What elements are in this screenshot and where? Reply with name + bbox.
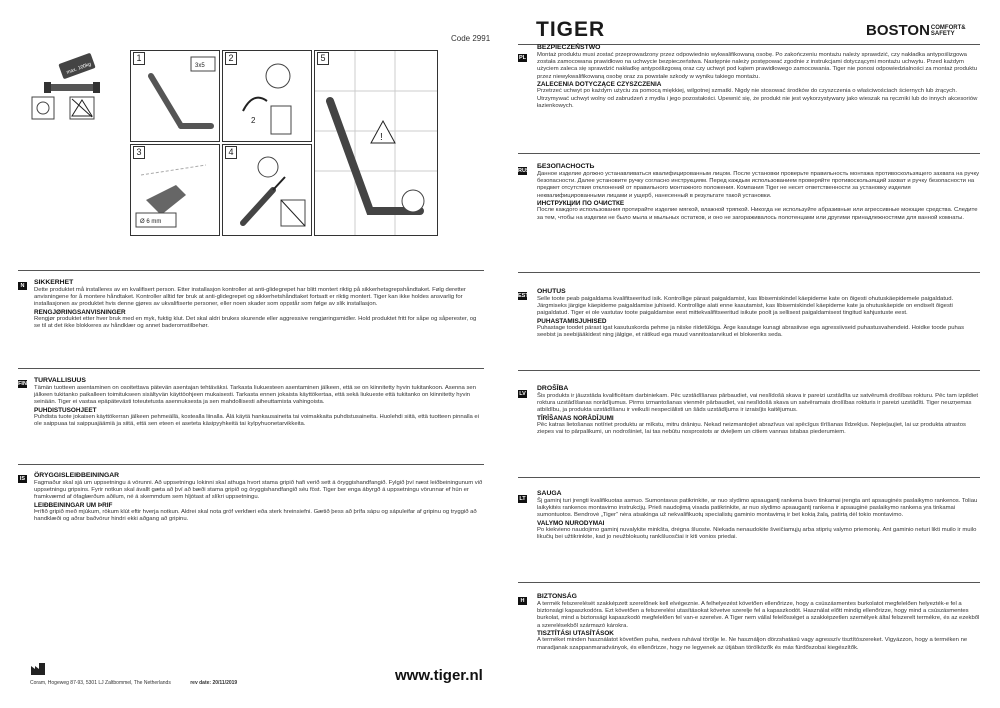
section-title: БЕЗОПАСНОСТЬ bbox=[537, 163, 595, 170]
step-number: 5 bbox=[317, 52, 329, 65]
section-title: SIKKERHET bbox=[34, 279, 74, 286]
section-title: BIZTONSÁG bbox=[537, 593, 577, 600]
section-body-2: После каждого использования протирайте изделие мягкой, влажной тряпкой. Никогда не используйте абразивные или агрессивные моющие средства. Следите за тем, чтобы на изделии не было мыла и мыльных остатков, и оно не загораживалось полотенцами или другими принадлежностями для ванной комнаты. bbox=[537, 207, 978, 221]
step-3-panel bbox=[130, 144, 220, 236]
section-body-2: A terméket minden használatot követően puha, nedves ruhával törölje le. Ne használjon dörzshatású vagy agresszív tisztítószereket. Vigyázzon, hogy a terméken ne maradjanak szappanmaradványok, és ellenőrizze, hogy ne legyenek az útjában törölközők és más fürdőszobai kiegészítők. bbox=[537, 637, 968, 651]
section-pl bbox=[537, 44, 980, 110]
revision-date: rev date: 20/11/2019 bbox=[190, 680, 238, 686]
section-subtitle: PUHDISTUSOHJEET bbox=[34, 406, 97, 414]
section-no bbox=[34, 279, 484, 331]
section-body: A termék felszerelését szakképzett szerelőnek kell elvégeznie. A felhelyezést követően ellenőrizze, hogy a csúszásmentes burkolatot megfelelően helyezték-e fel a biztonsági kapaszkodóra. Ezt követően a felszerelési utasításokat követve szerelje fel a kapaszkodót. Használat előtt mindig ellenőrizze, hogy mind a csúszásmentes burkolat, mind a biztonsági kapaszkodó megfelelően fel van-e szerelve. A Tiger nem vállal felelősséget a szakképzetlen személyek által felszerelt termékre, és az ezekből a szerelésekből származó károkra. bbox=[537, 601, 980, 629]
section-body: Selle toote peab paigaldama kvalifitseeritud isik. Kontrollige pärast paigaldamist, kas libisemiskindel käepideme kate on õigesti ohutuskäepidemele paigaldatud. Järgmiseks järgige käepideme paigaldamise juhiseid. Kontrollige alati enne kasutamist, kas libisemiskindel käepideme kate ja ohutuskäepide on endiselt õigesti paigaldatud. Tiger ei ole vastutav toote paigaldamise eest mittekvalifitseeritud isikute poolt ja sellisest paigaldamisest tingitud kahjustuste eest. bbox=[537, 296, 954, 317]
lang-code-rus: RUS bbox=[518, 168, 530, 174]
max-load-label: max. 100kg bbox=[65, 61, 93, 76]
lang-code-lv: LV bbox=[519, 391, 526, 397]
section-body: Dette produktet må installeres av en kvalifisert person. Etter installasjon kontroller at anti-glidegrepet har blitt montert riktig på sikkerhetsgrepshåndtaket. Følg deretter anvisningene for å montere håndtaket. Kontroller alltid før bruk at anti-glidegrepet og sikkerhetshåndtaket fortsatt er riktig montert. Tiger kan ikke holdes ansvarlig for installasjonen av produktet hvis denne gjøres av ukvalifiserte personer, eller noen skader som oppstår som følge av slik installasjon. bbox=[34, 287, 466, 308]
website-link[interactable]: www.tiger.nl bbox=[395, 667, 483, 684]
lang-code-lt: LT bbox=[519, 496, 526, 502]
section-title: OHUTUS bbox=[537, 288, 566, 295]
section-subtitle: ZALECENIA DOTYCZĄCE CZYSZCZENIA bbox=[537, 80, 662, 88]
lang-code-h: H bbox=[518, 597, 527, 605]
section-body-2: Puhastage toodet pärast igat kasutuskorda pehme ja niiske riidetükiga. Ärge kasutage kunagi abrasiivse ega agressiivseid puhastusvahendeid. Hoidke toode puhas seebist ja seebijääkidest ning jälgige, et rätikud ega muud vannitoatarvikud ei blokeeriks seda. bbox=[537, 325, 965, 339]
section-body-2: Þrífið gripið með mjúkum, rökum klút eftir hverja notkun. Aldrei skal nota gróf verkfæri eða sterk hreinsiefni. Gætið þess að þrífa sápu og sápuleifar af gripinu og tryggið að handklæði og aðrar baðvörur hindri ekki aðgang að gripinu. bbox=[34, 509, 477, 523]
screws-label: 3x5 bbox=[195, 63, 205, 69]
section-title: ÖRYGGISLEIÐBEININGAR bbox=[34, 472, 120, 479]
lang-code-is: IS bbox=[19, 476, 26, 482]
boston-logo-text: BOSTON bbox=[866, 22, 930, 39]
boston-logo-tagline: COMFORT& SAFETY bbox=[930, 25, 966, 38]
step-number: 2 bbox=[225, 52, 237, 65]
section-subtitle: TISZTÍTÁSI UTASÍTÁSOK bbox=[537, 629, 614, 637]
section-subtitle: VALYMO NURODYMAI bbox=[537, 519, 605, 527]
section-title: SAUGA bbox=[537, 490, 562, 497]
section-fin bbox=[34, 377, 484, 429]
footer-address: Coram, Hogeweg 87-93, 5301 LJ Zaltbommel, The Netherlands rev date: 20/11/2019 bbox=[30, 680, 238, 686]
section-subtitle: TĪRĪŠANAS NORĀDĪJUMI bbox=[537, 414, 614, 422]
svg-text:!: ! bbox=[380, 132, 383, 143]
section-h bbox=[537, 593, 980, 652]
section-title: TURVALLISUUS bbox=[34, 377, 86, 384]
section-rus bbox=[537, 163, 980, 222]
section-body: Tämän tuotteen asentaminen on osoitettava pätevän asentajan tehtäväksi. Tarkasta liukuesteen asentaminen jälkeen, että se on kiinnitetty hyvin tukitankoon. Asenna sen jälkeen tukitanko paikalleen toimitukseen sisältyvän käyttöohjeen mukaisesti. Tarkasta ennen jokaista käyttökertaa, että sekä liukueste että tukitanko on kiinnitetty hyvin seinään. Tiger ei vastaa epäpätevästi toteutetusta asennuksesta ja sen mahdollisesti aiheuttamista vahingoista. bbox=[34, 385, 476, 406]
section-is bbox=[34, 472, 484, 524]
lang-code-pl: PL bbox=[518, 55, 527, 61]
section-subtitle: LEIÐBEININGAR UM ÞRIF bbox=[34, 501, 113, 509]
lang-code-fin: FIN bbox=[18, 381, 27, 387]
section-body: Šis produkts ir jāuzstāda kvalificētam darbiniekam. Pēc uzstādīšanas pārbaudiet, vai neslīdošā skava ir pareizi uzstādīta uz satvērumā drošības rokturu. Pēc tam izpildiet roktura uzstādīšanas norādījumus. Pirms izmantošanas vienmēr pārbaudiet, vai neslīdošā skava un satvēramais drošības rokturis ir pareizi uzstādīti. Tiger neuzņemas atbildību, ja produkta uzstādīšanu ir veikuši nespeciālisti un šāds uzstādījums ir izraisījis kaitējumus. bbox=[537, 393, 979, 414]
lang-code-no: N bbox=[18, 282, 27, 290]
max-load-illustration bbox=[30, 52, 120, 127]
step-5-panel bbox=[314, 50, 438, 236]
step-1-panel bbox=[130, 50, 220, 142]
section-body: Montaż produktu musi zostać przeprowadzony przez odpowiednio wykwalifikowaną osobę. Po zakończeniu montażu należy sprawdzić, czy nakładka antypoślizgowa została zamocowana prawidłowo na uchwycie bezpieczeństwa. Następnie należy postępować zgodnie z instrukcjami dotyczącymi montażu uchwytu. Przed każdym użyciem zaleca się sprawdzić nakładkę antypoślizgową oraz czy uchwyt pod kątem prawidłowego zamocowania. Tiger nie ponosi odpowiedzialności za montaż produktu przez niewykwalifikowaną osobę oraz za powstałe szkody w wyniku takiego montażu. bbox=[537, 52, 978, 80]
svg-text:2: 2 bbox=[251, 116, 256, 125]
tiger-logo: TIGER bbox=[536, 18, 606, 41]
section-body-2: Rengjør produktet etter hver bruk med en myk, fuktig klut. Det skal aldri brukes skurende eller aggressive rengjøringsmidler. Hold produktet fritt for såpe og såperester, og se til at det ikke blokkeres av håndklær og annet baderomstilbehør. bbox=[34, 316, 477, 330]
section-title: DROŠĪBA bbox=[537, 385, 569, 392]
step-number: 1 bbox=[133, 52, 145, 65]
installed-bar-icon bbox=[315, 51, 437, 235]
max-load-icon bbox=[30, 52, 120, 127]
lang-code-est: EST bbox=[518, 293, 529, 299]
product-code: Code 2991 bbox=[451, 34, 491, 43]
section-body: Fagmaður skal sjá um uppsetningu á vörunni. Að uppsetningu lokinni skal athuga hvort stama gripið hafi verið sett á öryggishandfangið. Fylgið því næst leiðbeiningunum við uppsetningu gripsins. Fyrir notkun skal ávallt gæta að því að bæði stama gripið og öryggishandfangið séu föst. Tiger ber enga ábyrgð á uppsetningu vörunnar ef hún er framkvæmd af ófaglærðum aðilum, né á skemmdum sem hljótast af slíkri uppsetningu. bbox=[34, 480, 483, 501]
section-body-2: Przetrzeć uchwyt po każdym użyciu za pomocą miękkiej, wilgotnej szmatki. Nigdy nie stosować środków do czyszczenia o właściwościach ściernych lub żrących. Utrzymywać uchwyt wolny od zabrudzeń z mydła i jego pozostałości. Upewnić się, że produkt nie jest wykorzystywany jako wieszak na ręczniki lub do innych akcesoriów łazienkowych. bbox=[537, 88, 978, 109]
boston-logo bbox=[866, 22, 966, 39]
section-est bbox=[537, 288, 980, 340]
section-body: Данное изделие должно устанавливаться квалифицированным лицом. После установки проверьте правильность монтажа противоскользящего захвата на ручку безопасности. Далее установите ручку согласно инструкциям. Перед каждым использованием проверяйте противоскользящий захват и ручку безопасности на предмет отсутствия отклонений от правильного монтажного положения. Компания Tiger не несет ответственности за установку изделия неквалифицированными лицами и ущерб, нанесенный в результате такой установки. bbox=[537, 171, 980, 199]
drill-size-label: Ø 6 mm bbox=[140, 219, 162, 225]
section-subtitle: ИНСТРУКЦИИ ПО ОЧИСТКЕ bbox=[537, 199, 625, 207]
step-number: 4 bbox=[225, 146, 237, 159]
section-body-2: Puhdista tuote jokaisen käyttökerran jälkeen pehmeällä, kostealla liinalla. Älä käytä hankausaineita tai voimakkaita puhdistusaineita. Huolehdi siitä, että tuotteen pinnalla ei ole saippuaa tai saippuajäämiä ja siitä, että sen eteen ei aseteta käsipyyhkeitä tai kylpyhuonetarvikkeita. bbox=[34, 414, 480, 428]
section-title: BEZPIECZEŃSTWO bbox=[537, 44, 601, 51]
section-body: Šį gaminį turi įrengti kvalifikuotas asmuo. Sumontavus patikrinkite, ar nuo slydimo apsaugantį rankena buvo tinkamai įrengta ant apsauginės paslaikymo rankenos. Toliau laikykitės rankenos montavimo instrukcijų. Prieš naudojimą visada patikrinkite, ar nuo slydimo apsaugantį rankena ir apsauginė paslaikymo rankena yra tinkamai sumontuotos. Bendrovė „Tiger“ nėra atsakinga už nekvalifikuotų specialistų gaminio montavimą ir bet kokią žalą, patirtą dėl tokio montavimo. bbox=[537, 498, 978, 519]
section-lv bbox=[537, 385, 980, 437]
section-body-2: Po kiekvieno naudojimo gaminį nuvalykite minkšta, drėgna šluoste. Niekada nenaudokite šveičiamųjų arba stiprių valymo priemonių. Ant gaminio neturi likti muilo ir muilo likučių bei užtikrinkite, kad jo neužblokuotų rankšluosčiai ir kiti vonios priedai. bbox=[537, 527, 977, 541]
step-2-panel bbox=[222, 50, 312, 142]
step-4-panel bbox=[222, 144, 312, 236]
section-subtitle: RENGJØRINGSANVISNINGER bbox=[34, 308, 126, 316]
section-lt bbox=[537, 490, 980, 542]
section-subtitle: PUHASTAMISJUHISED bbox=[537, 317, 607, 325]
section-body-2: Pēc katras lietošanas notīriet produktu ar mīkstu, mitru drāniņu. Nekad neizmantojiet abrazīvus vai spēcīgus tīrīšanas līdzekļus. Nepieļaujiet, lai uz produkta atrastos ziepes vai to pārpalikumi, un nodrošiniet, lai tas nebūtu nosprostots ar dvieļiem un citiem vannas istabas piederumiem. bbox=[537, 422, 966, 436]
step-number: 3 bbox=[133, 146, 145, 159]
manufacturer-icon bbox=[30, 660, 46, 681]
